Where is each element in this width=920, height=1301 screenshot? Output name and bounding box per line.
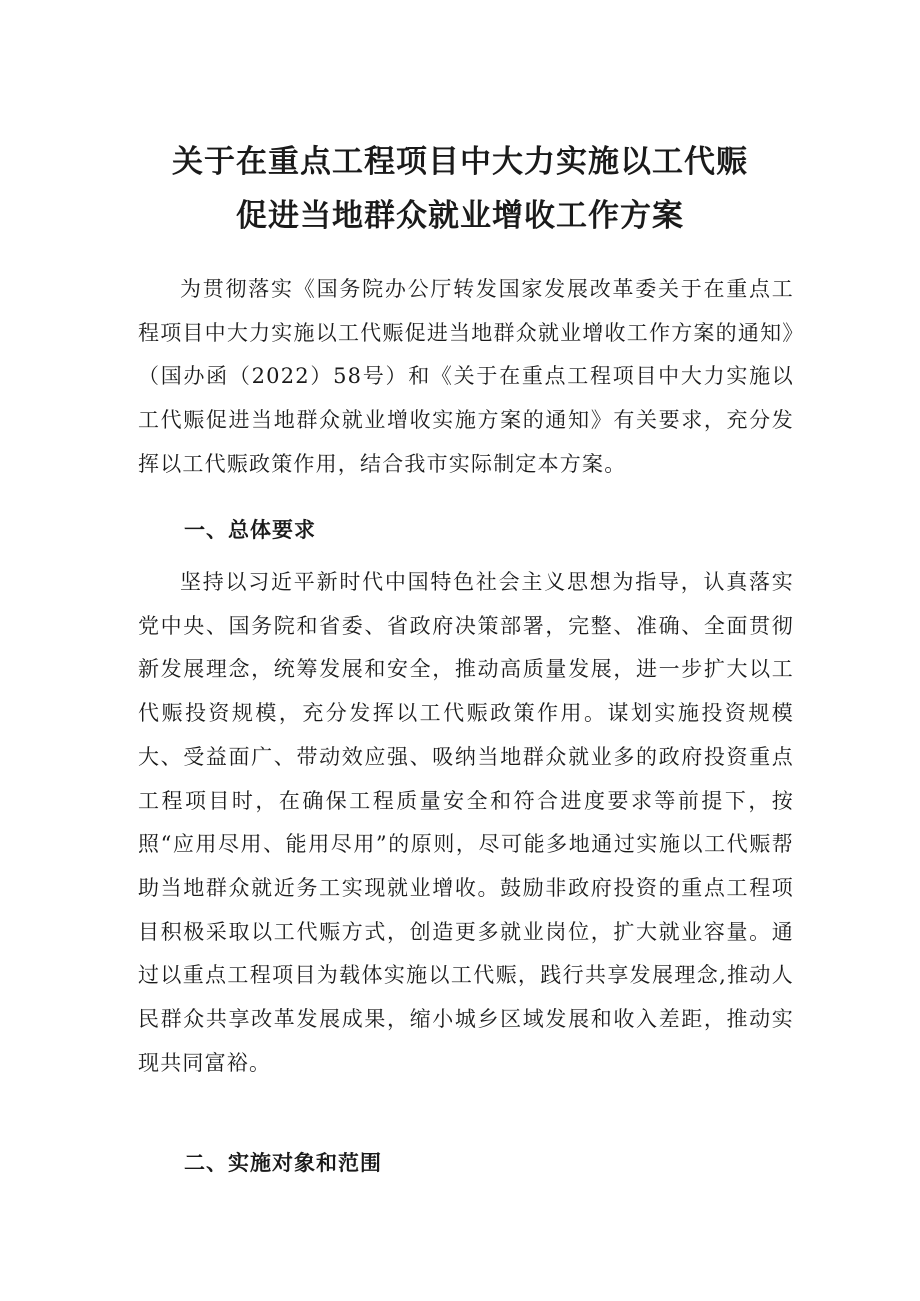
- section-heading-scope: 二、实施对象和范围: [184, 1151, 382, 1175]
- section-heading-general-requirements: 一、总体要求: [184, 518, 316, 542]
- intro-paragraph: 为贯彻落实《国务院办公厅转发国家发展改革委关于在重点工程项目中大力实施以工代赈促进当地群众就业增收工作方案的通知》（国办函（2022）58号）和《关于在重点工程项目中大力实施以工代赈促进当地群众就业增收实施方案的通知》有关要求，充分发挥以工代赈政策作用，结合我市实际制定本方案。: [138, 277, 794, 476]
- section-paragraph-general-requirements: 坚持以习近平新时代中国特色社会主义思想为指导，认真落实党中央、国务院和省委、省政府决策部署，完整、准确、全面贯彻新发展理念，统筹发展和安全，推动高质量发展，进一步扩大以工代赈投资规模，充分发挥以工代赈政策作用。谋划实施投资规模大、受益面广、带动效应强、吸纳当地群众就业多的政府投资重点工程项目时，在确保工程质量安全和符合进度要求等前提下，按照“应用尽用、能用尽用”的原则，尽可能多地通过实施以工代赈帮助当地群众就近务工实现就业增收。鼓励非政府投资的重点工程项目积极采取以工代赈方式，创造更多就业岗位，扩大就业容量。通过以重点工程项目为载体实施以工代赈，践行共享发展理念,推动人民群众共享改革发展成果，缩小城乡区域发展和收入差距，推动实现共同富裕。: [138, 570, 794, 1075]
- document-title-line-2: 促进当地群众就业增收工作方案: [236, 198, 684, 234]
- document-title-line-1: 关于在重点工程项目中大力实施以工代赈: [172, 144, 748, 180]
